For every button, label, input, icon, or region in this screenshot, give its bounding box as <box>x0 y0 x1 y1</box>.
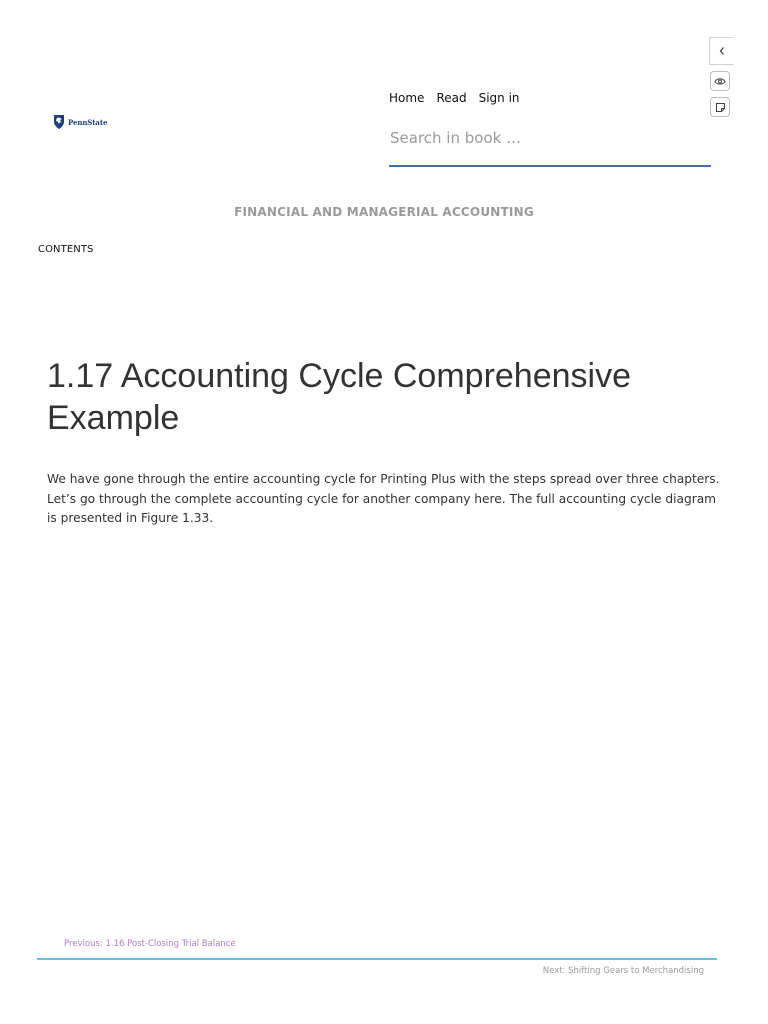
nittany-lion-shield-icon <box>53 114 65 130</box>
contents-button[interactable]: CONTENTS <box>38 244 94 255</box>
search-box <box>389 120 711 167</box>
collapse-panel-button[interactable] <box>709 37 733 65</box>
logo-text: PennState <box>68 117 108 127</box>
nav-home-link[interactable]: Home <box>389 91 425 105</box>
visibility-button[interactable] <box>710 71 730 91</box>
previous-chapter-link[interactable]: Previous: 1.16 Post-Closing Trial Balance <box>64 939 236 949</box>
chapter-title: 1.17 Accounting Cycle Comprehensive Example <box>47 357 631 437</box>
notes-button[interactable] <box>710 97 730 117</box>
nav-read-link[interactable]: Read <box>436 91 467 105</box>
chevron-left-icon <box>718 46 726 56</box>
top-nav <box>389 91 532 105</box>
book-title[interactable]: FINANCIAL AND MANAGERIAL ACCOUNTING <box>234 205 534 219</box>
next-chapter-link[interactable]: Next: Shifting Gears to Merchandising <box>542 966 704 976</box>
penn-state-logo[interactable] <box>53 114 107 130</box>
search-input[interactable] <box>389 120 711 156</box>
eye-icon <box>714 77 726 86</box>
chapter-intro-paragraph: We have gone through the entire accounting cycle for Printing Plus with the steps spread over three chapters. Let’s go through the complete accounting cycle for another company here. The full accounting cycle diagram is presented in Figure 1.33. <box>47 472 720 525</box>
footer-divider <box>37 958 717 960</box>
nav-sign-in-link[interactable]: Sign in <box>478 91 520 105</box>
sticky-note-icon <box>715 102 726 113</box>
